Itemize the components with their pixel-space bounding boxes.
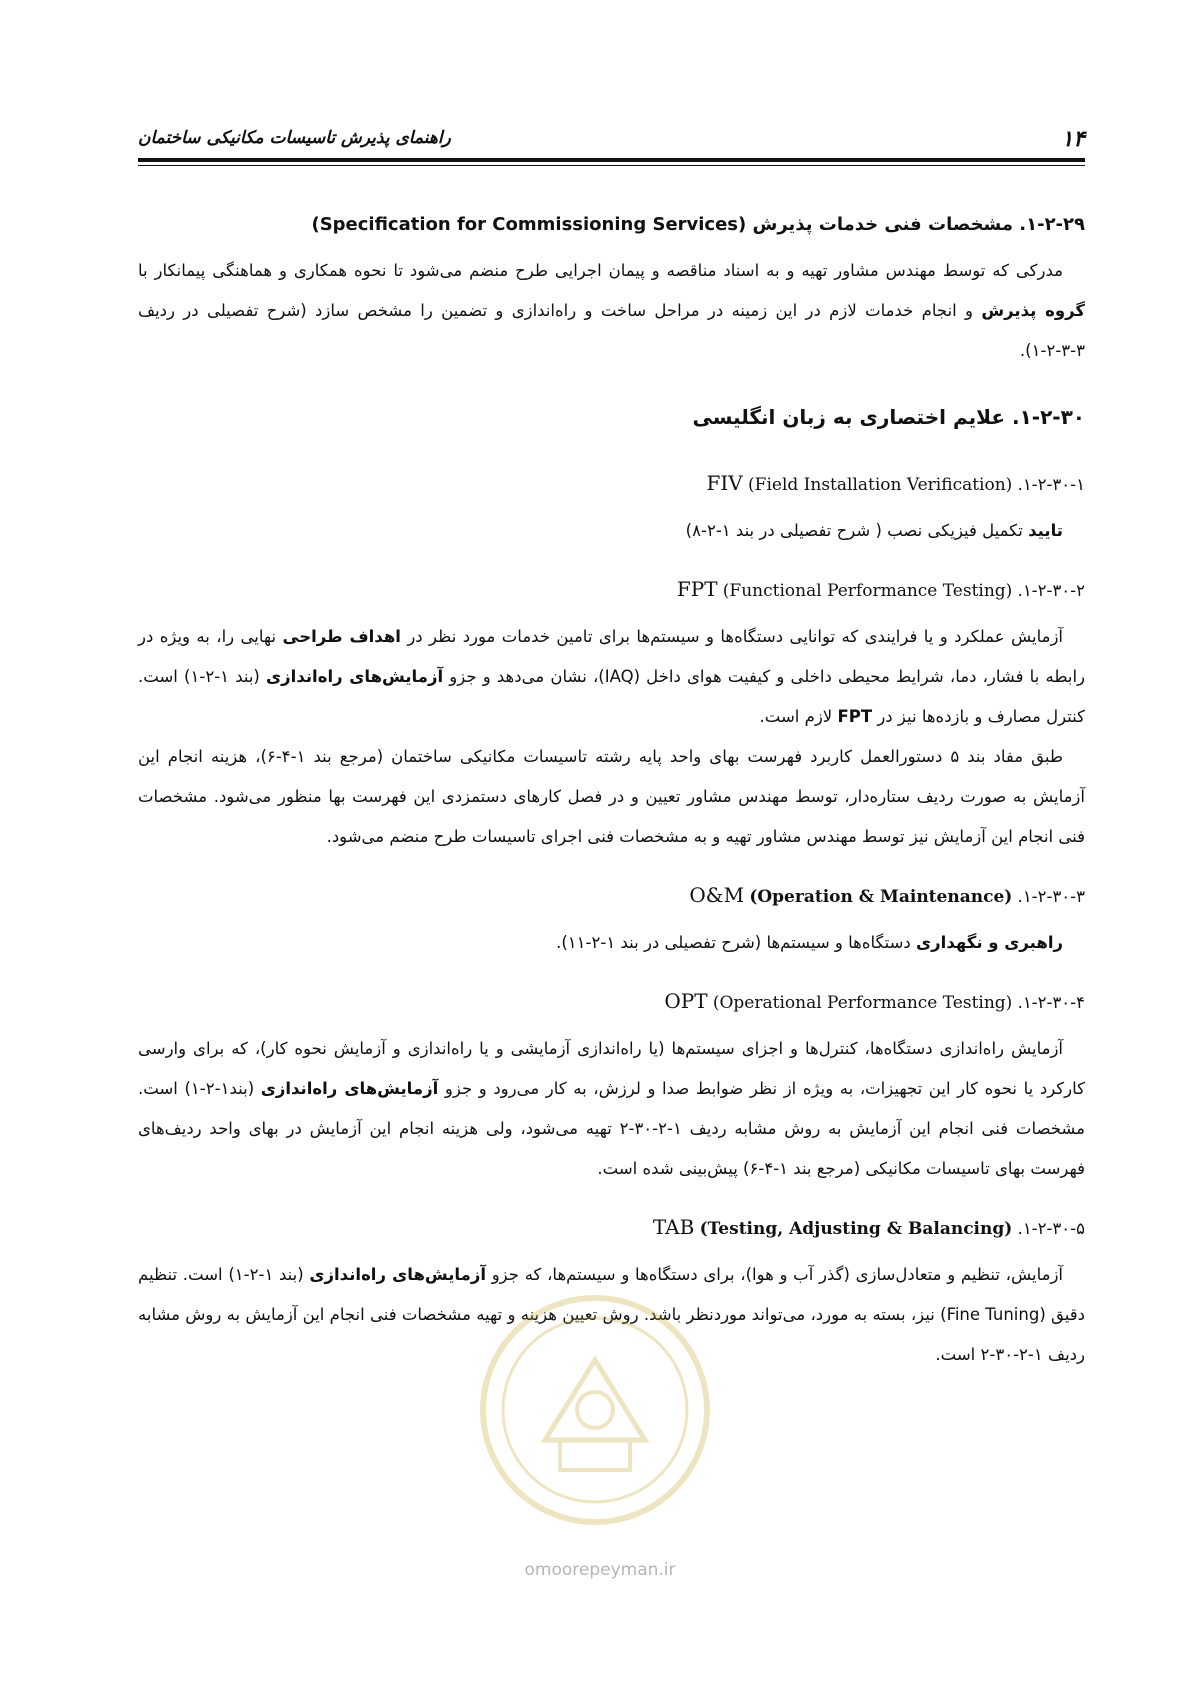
- english-term: (Operational Performance Testing): [712, 993, 1013, 1013]
- english-term: (Field Installation Verification): [748, 475, 1013, 495]
- header-rule-thick: [138, 158, 1085, 162]
- item-number: ۱-۲-۳۰-۱.: [1017, 475, 1085, 494]
- section-29-paragraph: [138, 251, 1085, 371]
- english-term: (Testing, Adjusting & Balancing): [699, 1219, 1013, 1239]
- text-span: (بند ۱-۲-۱) است. کنترل مصارف و بازده‌ها نیز در: [138, 667, 1085, 726]
- text-span: آزمایش راه‌اندازی دستگاه‌ها، کنترل‌ها و اجزای سیستم‌ها (یا راه‌اندازی آزمایشی و یا راه‌اندازی و آزمایش نحوه کار)، که برای وارسی کارکرد یا نحوه کار این تجهیزات، به ویژه از نظر ضوابط صدا و لرزش، به کار می‌رود و جزو: [138, 1039, 1085, 1098]
- abbr-term: O&M: [689, 883, 745, 907]
- tab-item: [138, 1207, 1085, 1249]
- item-number: ۱-۲-۳۰-۵.: [1017, 1219, 1085, 1238]
- english-term: (Operation & Maintenance): [749, 887, 1013, 907]
- om-definition: [138, 923, 1063, 963]
- item-number: ۱-۲-۳۰-۲.: [1017, 581, 1085, 600]
- section-30-heading: ۱-۲-۳۰. علایم اختصاری به زبان انگلیسی: [692, 405, 1085, 429]
- text-span: آزمایش، تنظیم و متعادل‌سازی (گذر آب و هوا)، برای دستگاه‌ها و سیستم‌ها، که جزو: [491, 1265, 1063, 1284]
- opt-item: [138, 981, 1085, 1023]
- section-29-heading: ۱-۲-۲۹. مشخصات فنی خدمات پذیرش (Specification for Commissioning Services): [311, 214, 1085, 235]
- abbr-term: FPT: [676, 577, 718, 601]
- fiv-definition: [138, 511, 1063, 551]
- watermark-site: omoorepeyman.ir: [524, 1560, 676, 1580]
- item-number: ۱-۲-۳۰-۴.: [1017, 993, 1085, 1012]
- bold-term: راهبری و نگهداری: [916, 933, 1063, 952]
- fiv-item: [138, 463, 1085, 505]
- text-span: نهایی را، به ویژه در رابطه با فشار، دما، شرایط محیطی داخلی و کیفیت هوای داخل (IAQ)، نشان می‌دهد و جزو: [138, 627, 1085, 686]
- english-term: (Functional Performance Testing): [722, 581, 1013, 601]
- fpt-paragraph-2: طبق مفاد بند ۵ دستورالعمل کاربرد فهرست بهای واحد پایه رشته تاسیسات مکانیکی ساختمان (مرجع بند ۱-۴-۶)، هزینه انجام این آزمایش به صورت ردیف ستاره‌دار، توسط مهندس مشاور تعیین و در فصل کارهای دستمزدی این فهرست بها منظور می‌شود. مشخصات فنی انجام این آزمایش نیز توسط مهندس مشاور تهیه و به مشخصات فنی اجرای تاسیسات طرح منضم می‌شود.: [138, 747, 1085, 846]
- page-body: [138, 205, 1085, 1375]
- om-item: [138, 875, 1085, 917]
- watermark-seal-icon: [475, 1290, 715, 1530]
- text-span: لازم است.: [759, 707, 833, 726]
- text-span: تکمیل فیزیکی نصب ( شرح تفصیلی در بند ۱-۲-۸): [685, 521, 1023, 540]
- bold-term: FPT: [837, 707, 873, 726]
- bold-term: آزمایش‌های راه‌اندازی: [266, 667, 444, 686]
- page-number: ۱۴: [1061, 126, 1085, 152]
- text-span: و انجام خدمات لازم در این زمینه در مراحل ساخت و راه‌اندازی و تضمین را مشخص سازد (شرح تفصیلی در ردیف ۳-۳-۲-۱).: [138, 301, 1085, 360]
- text-span: (بند۱-۲-۱) است. مشخصات فنی انجام این آزمایش به روش مشابه ردیف ۱-۲-۳۰-۲ تهیه می‌شود، ولی هزینه انجام این آزمایش در بهای واحد ردیف‌های فهرست بهای تاسیسات مکانیکی (مرجع بند ۱-۴-۶) پیش‌بینی شده است.: [138, 1079, 1085, 1178]
- page-header: [138, 126, 1085, 162]
- abbr-term: OPT: [664, 989, 708, 1013]
- abbr-term: FIV: [706, 471, 743, 495]
- bold-term: آزمایش‌های راه‌اندازی: [309, 1265, 487, 1284]
- abbr-term: TAB: [652, 1215, 695, 1239]
- bold-term: آزمایش‌های راه‌اندازی: [260, 1079, 439, 1098]
- text-span: دستگاه‌ها و سیستم‌ها (شرح تفصیلی در بند ۱-۲-۱۱).: [556, 933, 911, 952]
- bold-term: گروه پذیرش: [981, 301, 1085, 320]
- fpt-item: [138, 569, 1085, 611]
- running-title: راهنمای پذیرش تاسیسات مکانیکی ساختمان: [138, 128, 451, 148]
- bold-term: اهداف طراحی: [282, 627, 401, 646]
- text-span: آزمایش عملکرد و یا فرایندی که توانایی دستگاه‌ها و سیستم‌ها برای تامین خدمات مورد نظر در: [407, 627, 1064, 646]
- item-number: ۱-۲-۳۰-۳.: [1017, 887, 1085, 906]
- text-span: (بند ۱-۲-۱) است. تنظیم دقیق (Fine Tuning) نیز، بسته به مورد، می‌تواند مورد‌نظر باشد. روش تعیین هزینه و تهیه مشخصات فنی انجام این آزمایش به روش مشابه ردیف ۱-۲-۳۰-۲ است.: [138, 1265, 1086, 1364]
- opt-paragraph: [138, 1029, 1085, 1189]
- fpt-paragraph-1: [138, 617, 1085, 737]
- bold-term: تایید: [1028, 521, 1063, 540]
- text-span: مدرکی که توسط مهندس مشاور تهیه و به اسناد مناقصه و پیمان اجرایی طرح منضم می‌شود تا نحوه همکاری و هماهنگی پیمانکار با: [138, 261, 1063, 280]
- header-rule-thin: [138, 165, 1085, 166]
